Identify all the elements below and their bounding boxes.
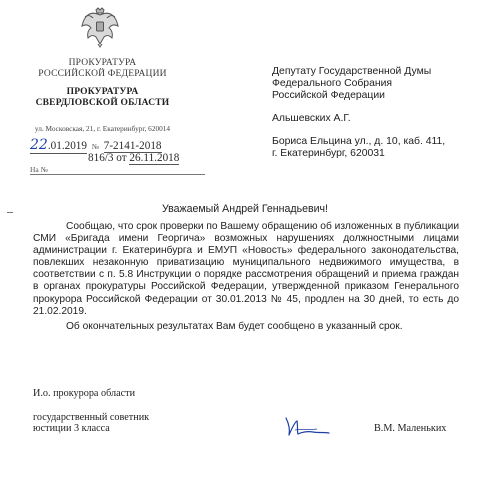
registration-number: 7-2141-2018 xyxy=(103,140,162,152)
org-name-line1: ПРОКУРАТУРА xyxy=(68,58,137,68)
recipient-name: Альшевских А.Г. xyxy=(272,113,351,124)
body-paragraph-2: Об окончательных результатах Вам будет сообщено в указанный срок. xyxy=(66,320,403,332)
incoming-ref-line xyxy=(30,165,205,175)
org-address: ул. Московская, 21, г. Екатеринбург, 620014 xyxy=(34,124,171,133)
reference-number: 816/3 xyxy=(88,152,114,164)
reference-from: от xyxy=(116,152,127,164)
signatory-position-line1: И.о. прокурора области xyxy=(33,388,136,399)
handwritten-signature-icon xyxy=(283,414,331,438)
registration-date-handwritten: 22 xyxy=(30,137,48,153)
org-name-line3: ПРОКУРАТУРА xyxy=(66,87,139,97)
signatory-position-line2: государственный советник xyxy=(33,412,150,423)
recipient-address-line1: Бориса Ельцина ул., д. 10, каб. 411, xyxy=(272,136,446,147)
recipient-address-line2: г. Екатеринбург, 620031 xyxy=(272,148,385,159)
registration-date: .01.2019 xyxy=(47,140,87,152)
registration-number-sign: № xyxy=(91,142,99,151)
incoming-ref-label: На № xyxy=(30,165,48,174)
recipient-title-line2: Федерального Собрания xyxy=(272,78,393,89)
signatory-position-line3: юстиции 3 класса xyxy=(33,423,110,434)
signatory-name: В.М. Маленьких xyxy=(374,423,447,434)
coat-of-arms-eagle-icon xyxy=(80,6,120,48)
recipient-title-line1: Депутату Государственной Думы xyxy=(272,66,432,77)
org-name-line4: СВЕРДЛОВСКОЙ ОБЛАСТИ xyxy=(35,98,170,108)
salutation: Уважаемый Андрей Геннадьевич! xyxy=(161,203,329,215)
letter-body xyxy=(33,221,459,333)
reference-date: 26.11.2018 xyxy=(129,152,180,164)
reference-line xyxy=(88,152,179,165)
body-paragraph-1: Сообщаю, что срок проверки по Вашему обращению об изложенных в публикации СМИ «Бригада имени Георгича» возможных нарушениях должностными лицами администрации г. Екатеринбурга и ЕМУП «Новость» федерального законодательства, повлекших незаконную приватизацию муниципального недвижимого имущества, в соответствии с п. 5.8 Инструкции о порядке рассмотрения обращений и приема граждан в органах прокуратуры Российской Федерации, утвержденной приказом Генерального прокурора Российской Федерации от 30.01.2013 № 45, продлен на 30 дней, то есть до 21.02.2019. xyxy=(33,221,460,317)
recipient-title-line3: Российской Федерации xyxy=(272,90,385,101)
org-name-line2: РОССИЙСКОЙ ФЕДЕРАЦИИ xyxy=(38,69,167,79)
